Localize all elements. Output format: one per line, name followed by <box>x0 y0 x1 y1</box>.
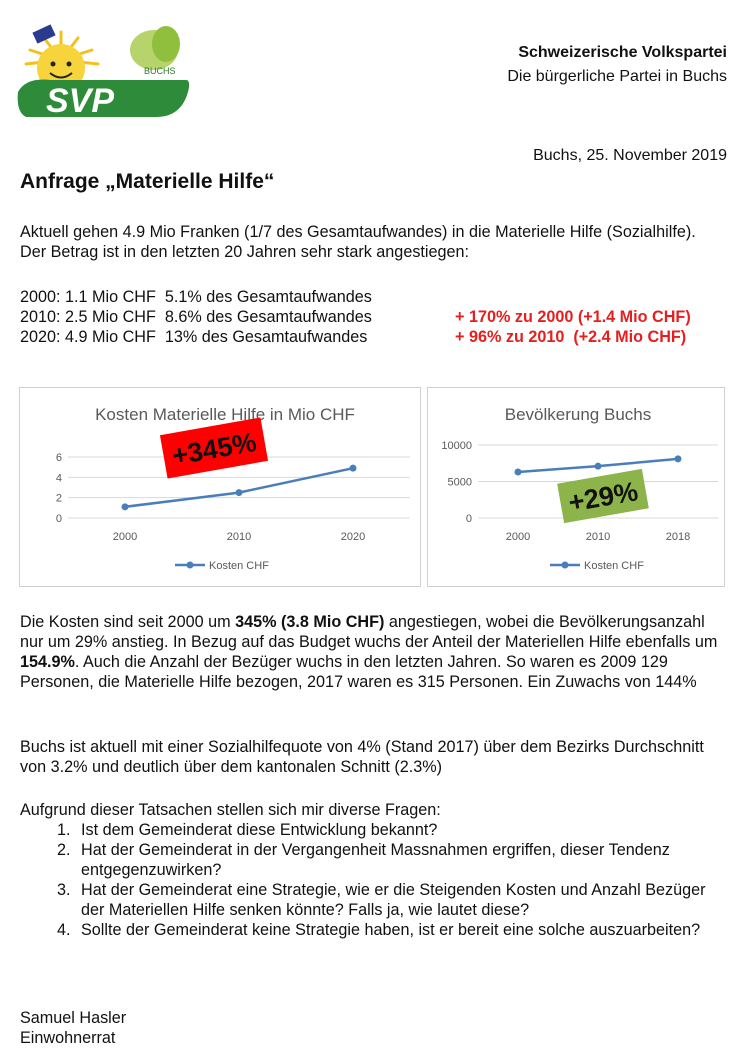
data-point <box>595 463 602 470</box>
data-point <box>350 465 357 472</box>
y-tick-label: 0 <box>465 513 472 525</box>
questions-list <box>20 820 725 940</box>
chart-title: Bevölkerung Buchs <box>504 405 652 424</box>
x-tick-label: 2010 <box>226 531 252 543</box>
stat-row-2010: 2010: 2.5 Mio CHF 8.6% des Gesamtaufwandes <box>20 308 372 326</box>
y-tick-label: 4 <box>55 472 62 485</box>
x-tick-label: 2000 <box>505 531 531 543</box>
question-item: 4. Sollte der Gemeinderat keine Strategie haben, ist er bereit eine solche auszuarbeiten? <box>75 920 725 940</box>
x-tick-label: 2010 <box>585 531 611 543</box>
question-item: 3. Hat der Gemeinderat eine Strategie, wie er die Steigenden Kosten und Anzahl Bezüger der Materiellen Hilfe senken könnte? Falls ja, wie lautet diese? <box>75 880 725 920</box>
y-tick-label: 0 <box>55 513 62 525</box>
y-tick-label: 5000 <box>447 476 472 489</box>
intro-paragraph: Aktuell gehen 4.9 Mio Franken (1/7 des Gesamtaufwandes) in die Materielle Hilfe (Sozialhilfe). Der Betrag ist in den letzten 20 Jahren sehr stark angestiegen: <box>20 223 696 261</box>
question-item: 2. Hat der Gemeinderat in der Vergangenheit Massnahmen ergriffen, dieser Tendenz entgegenzuwirken? <box>75 840 725 880</box>
badge-label: +345% <box>169 426 259 472</box>
legend-marker <box>562 562 569 569</box>
x-tick-label: 2018 <box>665 531 691 543</box>
data-point <box>515 469 522 476</box>
data-point <box>122 503 129 510</box>
analysis-text-1: Die Kosten sind seit 2000 um <box>20 613 236 631</box>
logo-sub-text: BUCHS <box>144 66 176 76</box>
signature-name: Samuel Hasler <box>20 1009 127 1027</box>
y-tick-label: 10000 <box>441 440 472 452</box>
series-line <box>125 468 353 507</box>
document-title: Anfrage „Materielle Hilfe“ <box>20 170 275 193</box>
badge-label: +29% <box>566 476 641 518</box>
signature-role: Einwohnerrat <box>20 1029 116 1047</box>
data-point <box>675 455 682 462</box>
party-subtitle: Die bürgerliche Partei in Buchs <box>507 68 727 85</box>
x-tick-label: 2000 <box>112 531 138 543</box>
logo-text: SVP <box>46 82 115 120</box>
svp-logo <box>16 22 191 122</box>
stat-row-2020: 2020: 4.9 Mio CHF 13% des Gesamtaufwandes <box>20 328 368 346</box>
stat-change-2010: + 170% zu 2000 (+1.4 Mio CHF) <box>455 308 691 326</box>
analysis-text-2: angestiegen, wobei die Bevölkerungsanzahl nur um 29% anstieg. In Bezug auf das Budget wuchs der Anteil der Materiellen Hilfe ebenfalls um <box>20 613 718 651</box>
analysis-bold-1: 345% (3.8 Mio CHF) <box>235 613 385 631</box>
chart-population-svg <box>428 388 724 586</box>
legend-label: Kosten CHF <box>584 560 644 572</box>
quota-paragraph: Buchs ist aktuell mit einer Sozialhilfequote von 4% (Stand 2017) über dem Bezirks Durchschnitt von 3.2% und deutlich über dem kantonalen Schnitt (2.3%) <box>20 738 704 776</box>
growth-badge <box>557 469 649 523</box>
growth-badge <box>160 417 268 478</box>
chart-costs <box>19 387 421 587</box>
question-item: 1. Ist dem Gemeinderat diese Entwicklung bekannt? <box>75 820 725 840</box>
legend-marker <box>187 562 194 569</box>
legend-label: Kosten CHF <box>209 560 269 572</box>
chart-title: Kosten Materielle Hilfe in Mio CHF <box>95 405 355 424</box>
chart-population <box>427 387 725 587</box>
stat-row-2000: 2000: 1.1 Mio CHF 5.1% des Gesamtaufwandes <box>20 288 372 306</box>
letter-date: Buchs, 25. November 2019 <box>533 147 727 164</box>
data-point <box>236 489 243 496</box>
chart-costs-svg <box>20 388 420 586</box>
questions-intro: Aufgrund dieser Tatsachen stellen sich mir diverse Fragen: <box>20 801 441 819</box>
analysis-paragraph <box>20 612 730 692</box>
analysis-text-3: . Auch die Anzahl der Bezüger wuchs in den letzten Jahren. So waren es 2009 129 Personen, die Materielle Hilfe bezogen, 2017 waren es 315 Personen. Ein Zuwachs von 144% <box>20 653 697 691</box>
y-tick-label: 2 <box>55 492 62 505</box>
analysis-bold-2: 154.9% <box>20 653 75 671</box>
stat-change-2020: + 96% zu 2010 (+2.4 Mio CHF) <box>455 328 687 346</box>
party-name: Schweizerische Volkspartei <box>518 44 727 61</box>
x-tick-label: 2020 <box>340 531 366 543</box>
y-tick-label: 6 <box>55 452 62 464</box>
